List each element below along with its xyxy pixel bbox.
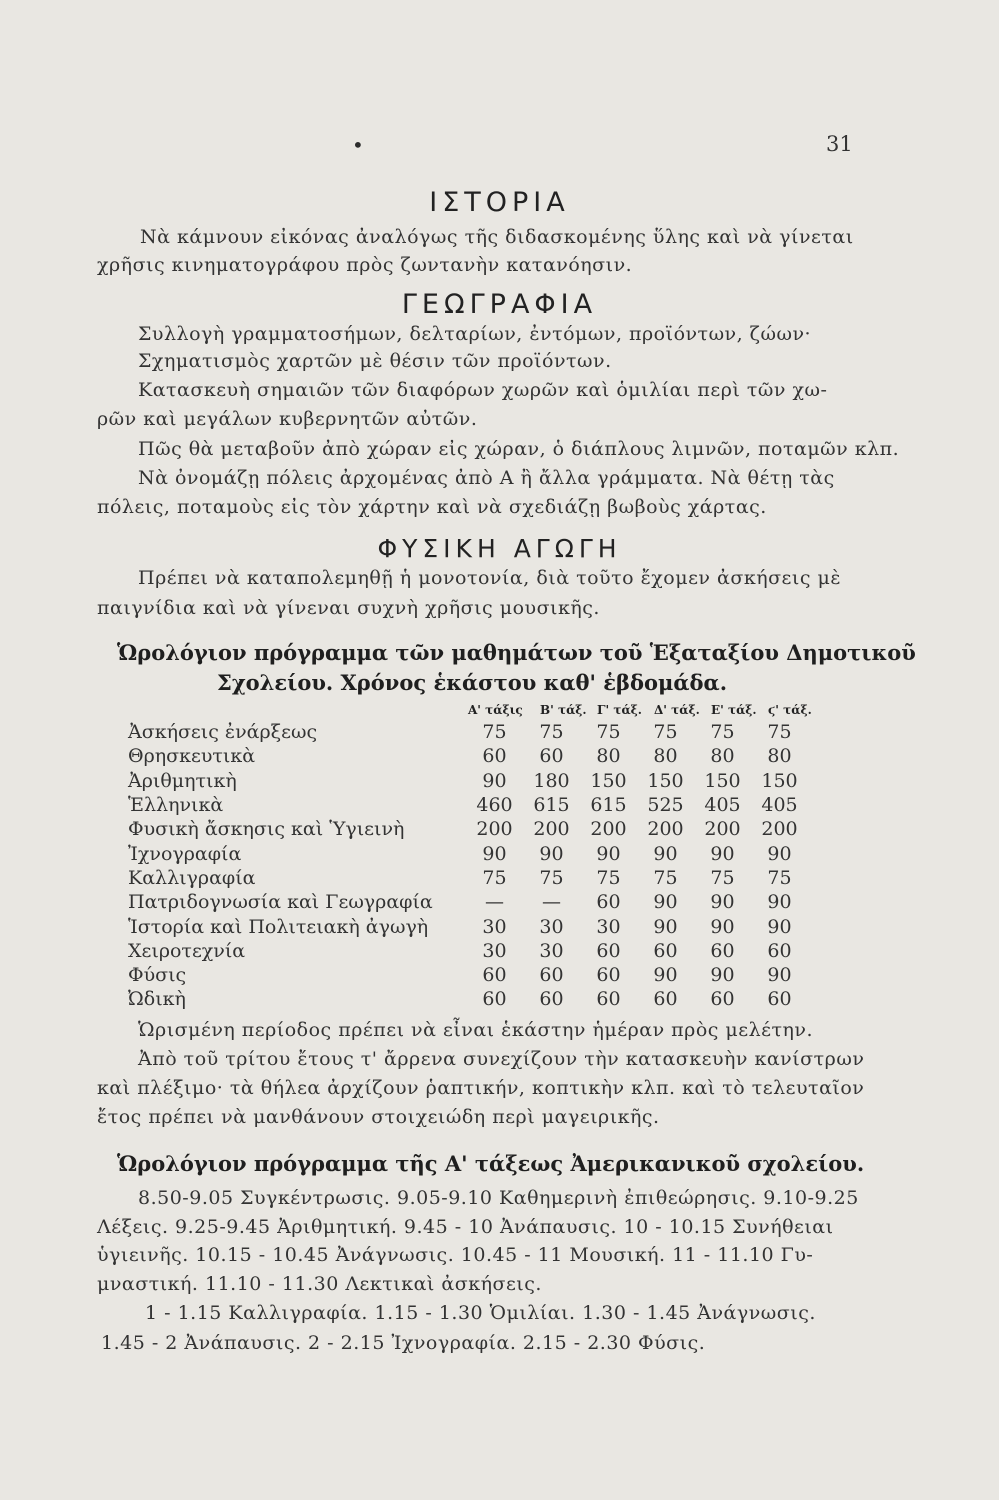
column-header: Ε' τάξ. <box>711 703 757 717</box>
value-cell: 200 <box>533 818 570 841</box>
schedule-title: Ὡρολόγιον πρόγραμμα τῶν μαθημάτων τοῦ Ἑξαταξίου Δημοτικοῦ <box>117 640 916 665</box>
column-header: Α' τάξις <box>468 703 523 717</box>
value-cell: 60 <box>710 988 735 1011</box>
history-line: Νὰ κάμνουν εἰκόνας ἀναλόγως τῆς διδασκομένης ὕλης καὶ νὰ γίνεται <box>140 226 854 248</box>
table-row <box>128 890 808 914</box>
physical-line: παιγνίδια καὶ νὰ γίνεναι συχνὴ χρῆσις μουσικῆς. <box>97 597 600 619</box>
subject-cell: Ἰχνογραφία <box>128 842 242 865</box>
value-cell: 75 <box>596 866 621 889</box>
geography-line: Νὰ ὀνομάζῃ πόλεις ἀρχομένας ἀπὸ Α ἢ ἄλλα γράμματα. Νὰ θέτῃ τὰς <box>138 467 835 489</box>
value-cell: 90 <box>596 842 621 865</box>
subject-cell: Ἑλληνικὰ <box>128 794 224 817</box>
value-cell: 60 <box>767 939 792 962</box>
value-cell: 90 <box>767 915 792 938</box>
value-cell: 200 <box>761 818 798 841</box>
table-row <box>128 939 808 963</box>
geography-line: Κατασκευὴ σημαιῶν τῶν διαφόρων χωρῶν καὶ ὁμιλίαι περὶ τῶν χω- <box>138 379 828 401</box>
subject-cell: Ἱστορία καὶ Πολιτειακὴ ἀγωγὴ <box>128 915 429 938</box>
physical-line: Πρέπει νὰ καταπολεμηθῇ ἡ μονοτονία, διὰ τοῦτο ἔχομεν ἀσκήσεις μὲ <box>138 567 842 589</box>
value-cell: 75 <box>767 866 792 889</box>
history-line: χρῆσις κινηματογράφου πρὸς ζωντανὴν κατανόησιν. <box>97 254 633 276</box>
value-cell: 75 <box>710 866 735 889</box>
american-line: 8.50-9.05 Συγκέντρωσις. 9.05-9.10 Καθημερινὴ ἐπιθεώρησις. 9.10-9.25 <box>138 1187 859 1209</box>
column-header: Δ' τάξ. <box>654 703 700 717</box>
schedule-note: Ἀπὸ τοῦ τρίτου ἔτους τ' ἄρρενα συνεχίζουν τὴν κατασκευὴν κανίστρων <box>138 1048 865 1070</box>
value-cell: 525 <box>647 794 684 817</box>
american-line: Λέξεις. 9.25-9.45 Ἀριθμητική. 9.45 - 10 Ἀνάπαυσις. 10 - 10.15 Συνήθειαι <box>97 1216 834 1238</box>
value-cell: 405 <box>761 794 798 817</box>
value-cell: 60 <box>653 939 678 962</box>
value-cell: 60 <box>596 988 621 1011</box>
subject-cell: Ἀριθμητικὴ <box>128 769 237 792</box>
table-row <box>128 841 808 865</box>
value-cell: 80 <box>710 745 735 768</box>
subject-cell: Ὠδικὴ <box>128 988 186 1011</box>
value-cell: 90 <box>710 891 735 914</box>
value-cell: 60 <box>539 964 564 987</box>
american-title: Ὡρολόγιον πρόγραμμα τῆς Α' τάξεως Ἀμερικανικοῦ σχολείου. <box>117 1151 865 1176</box>
schedule-table <box>128 720 808 1012</box>
value-cell: 60 <box>482 745 507 768</box>
american-line: μναστική. 11.10 - 11.30 Λεκτικαὶ ἀσκήσεις. <box>97 1273 542 1295</box>
value-cell: 90 <box>653 915 678 938</box>
value-cell: 75 <box>482 866 507 889</box>
table-row <box>128 866 808 890</box>
value-cell: 30 <box>482 915 507 938</box>
value-cell: 90 <box>710 915 735 938</box>
table-row <box>128 963 808 987</box>
value-cell: 615 <box>533 794 570 817</box>
american-line: ὑγιεινῆς. 10.15 - 10.45 Ἀνάγνωσις. 10.45 - 11 Μουσική. 11 - 11.10 Γυ- <box>97 1244 814 1266</box>
value-cell: 75 <box>596 721 621 744</box>
table-row <box>128 793 808 817</box>
value-cell: 90 <box>653 842 678 865</box>
value-cell: 200 <box>647 818 684 841</box>
value-cell: 80 <box>767 745 792 768</box>
schedule-title: Σχολείου. Χρόνος ἑκάστου καθ' ἑβδομάδα. <box>217 670 728 695</box>
subject-cell: Θρησκευτικὰ <box>128 745 256 768</box>
value-cell: 75 <box>710 721 735 744</box>
page-number: 31 <box>826 132 853 156</box>
value-cell: 60 <box>767 988 792 1011</box>
value-cell: 30 <box>596 915 621 938</box>
value-cell: 200 <box>704 818 741 841</box>
value-cell: 60 <box>596 964 621 987</box>
value-cell: 90 <box>710 964 735 987</box>
table-row <box>128 914 808 938</box>
column-header: ϛ' τάξ. <box>768 703 812 717</box>
page-dot: • <box>352 133 364 157</box>
value-cell: 460 <box>476 794 513 817</box>
value-cell: 75 <box>539 721 564 744</box>
column-header: Γ' τάξ. <box>597 703 642 717</box>
table-row <box>128 769 808 793</box>
geography-line: Πῶς θὰ μεταβοῦν ἀπὸ χώραν εἰς χώραν, ὁ διάπλους λιμνῶν, ποταμῶν κλπ. <box>138 438 900 460</box>
value-cell: 75 <box>653 866 678 889</box>
geography-line: Σχηματισμὸς χαρτῶν μὲ θέσιν τῶν προϊόντων. <box>138 350 612 372</box>
value-cell: — <box>542 891 561 914</box>
subject-cell: Πατριδογνωσία καὶ Γεωγραφία <box>128 891 433 914</box>
value-cell: 80 <box>653 745 678 768</box>
geography-line: Συλλογὴ γραμματοσήμων, δελταρίων, ἐντόμων, προϊόντων, ζώων· <box>138 323 812 345</box>
value-cell: 90 <box>653 964 678 987</box>
value-cell: 30 <box>482 939 507 962</box>
value-cell: 60 <box>596 891 621 914</box>
subject-cell: Καλλιγραφία <box>128 866 256 889</box>
value-cell: 200 <box>476 818 513 841</box>
schedule-note: Ὡρισμένη περίοδος πρέπει νὰ εἶναι ἑκάστην ἡμέραν πρὸς μελέτην. <box>138 1019 813 1041</box>
value-cell: 60 <box>482 964 507 987</box>
history-heading: ΙΣΤΟΡΙΑ <box>429 187 570 218</box>
value-cell: 90 <box>482 842 507 865</box>
value-cell: 405 <box>704 794 741 817</box>
american-line: 1.45 - 2 Ἀνάπαυσις. 2 - 2.15 Ἰχνογραφία. 2.15 - 2.30 Φύσις. <box>101 1332 706 1354</box>
geography-line: ρῶν καὶ μεγάλων κυβερνητῶν αὐτῶν. <box>97 408 478 430</box>
schedule-note: ἔτος πρέπει νὰ μανθάνουν στοιχειώδη περὶ μαγειρικῆς. <box>97 1106 660 1128</box>
subject-cell: Χειροτεχνία <box>128 939 246 962</box>
value-cell: 150 <box>590 769 627 792</box>
value-cell: 150 <box>761 769 798 792</box>
value-cell: 75 <box>539 866 564 889</box>
table-row <box>128 987 808 1011</box>
column-header: Β' τάξ. <box>540 703 587 717</box>
value-cell: 180 <box>533 769 570 792</box>
subject-cell: Ἀσκήσεις ἐνάρξεως <box>128 721 318 744</box>
value-cell: 30 <box>539 915 564 938</box>
table-row <box>128 720 808 744</box>
value-cell: 60 <box>482 988 507 1011</box>
value-cell: 90 <box>539 842 564 865</box>
value-cell: 90 <box>653 891 678 914</box>
value-cell: 60 <box>596 939 621 962</box>
value-cell: — <box>485 891 504 914</box>
american-line: 1 - 1.15 Καλλιγραφία. 1.15 - 1.30 Ὁμιλίαι. 1.30 - 1.45 Ἀνάγνωσις. <box>145 1302 816 1324</box>
value-cell: 90 <box>482 769 507 792</box>
value-cell: 60 <box>539 988 564 1011</box>
value-cell: 150 <box>704 769 741 792</box>
subject-cell: Φυσικὴ ἄσκησις καὶ Ὑγιεινὴ <box>128 818 405 841</box>
value-cell: 75 <box>767 721 792 744</box>
geography-heading: ΓΕΩΓΡΑΦΙΑ <box>401 289 598 320</box>
value-cell: 80 <box>596 745 621 768</box>
value-cell: 60 <box>539 745 564 768</box>
value-cell: 90 <box>767 842 792 865</box>
schedule-note: καὶ πλέξιμο· τὰ θήλεα ἀρχίζουν ῥαπτικήν, κοπτικὴν κλπ. καὶ τὸ τελευταῖον <box>97 1077 865 1099</box>
value-cell: 60 <box>653 988 678 1011</box>
value-cell: 150 <box>647 769 684 792</box>
table-row <box>128 817 808 841</box>
physical-heading: ΦΥΣΙΚΗ ΑΓΩΓΗ <box>377 534 622 563</box>
value-cell: 75 <box>653 721 678 744</box>
geography-line: πόλεις, ποταμοὺς εἰς τὸν χάρτην καὶ νὰ σχεδιάζῃ βωβοὺς χάρτας. <box>97 496 767 518</box>
value-cell: 615 <box>590 794 627 817</box>
value-cell: 90 <box>710 842 735 865</box>
table-row <box>128 744 808 768</box>
value-cell: 90 <box>767 964 792 987</box>
value-cell: 90 <box>767 891 792 914</box>
value-cell: 60 <box>710 939 735 962</box>
value-cell: 75 <box>482 721 507 744</box>
subject-cell: Φύσις <box>128 964 187 987</box>
value-cell: 30 <box>539 939 564 962</box>
value-cell: 200 <box>590 818 627 841</box>
